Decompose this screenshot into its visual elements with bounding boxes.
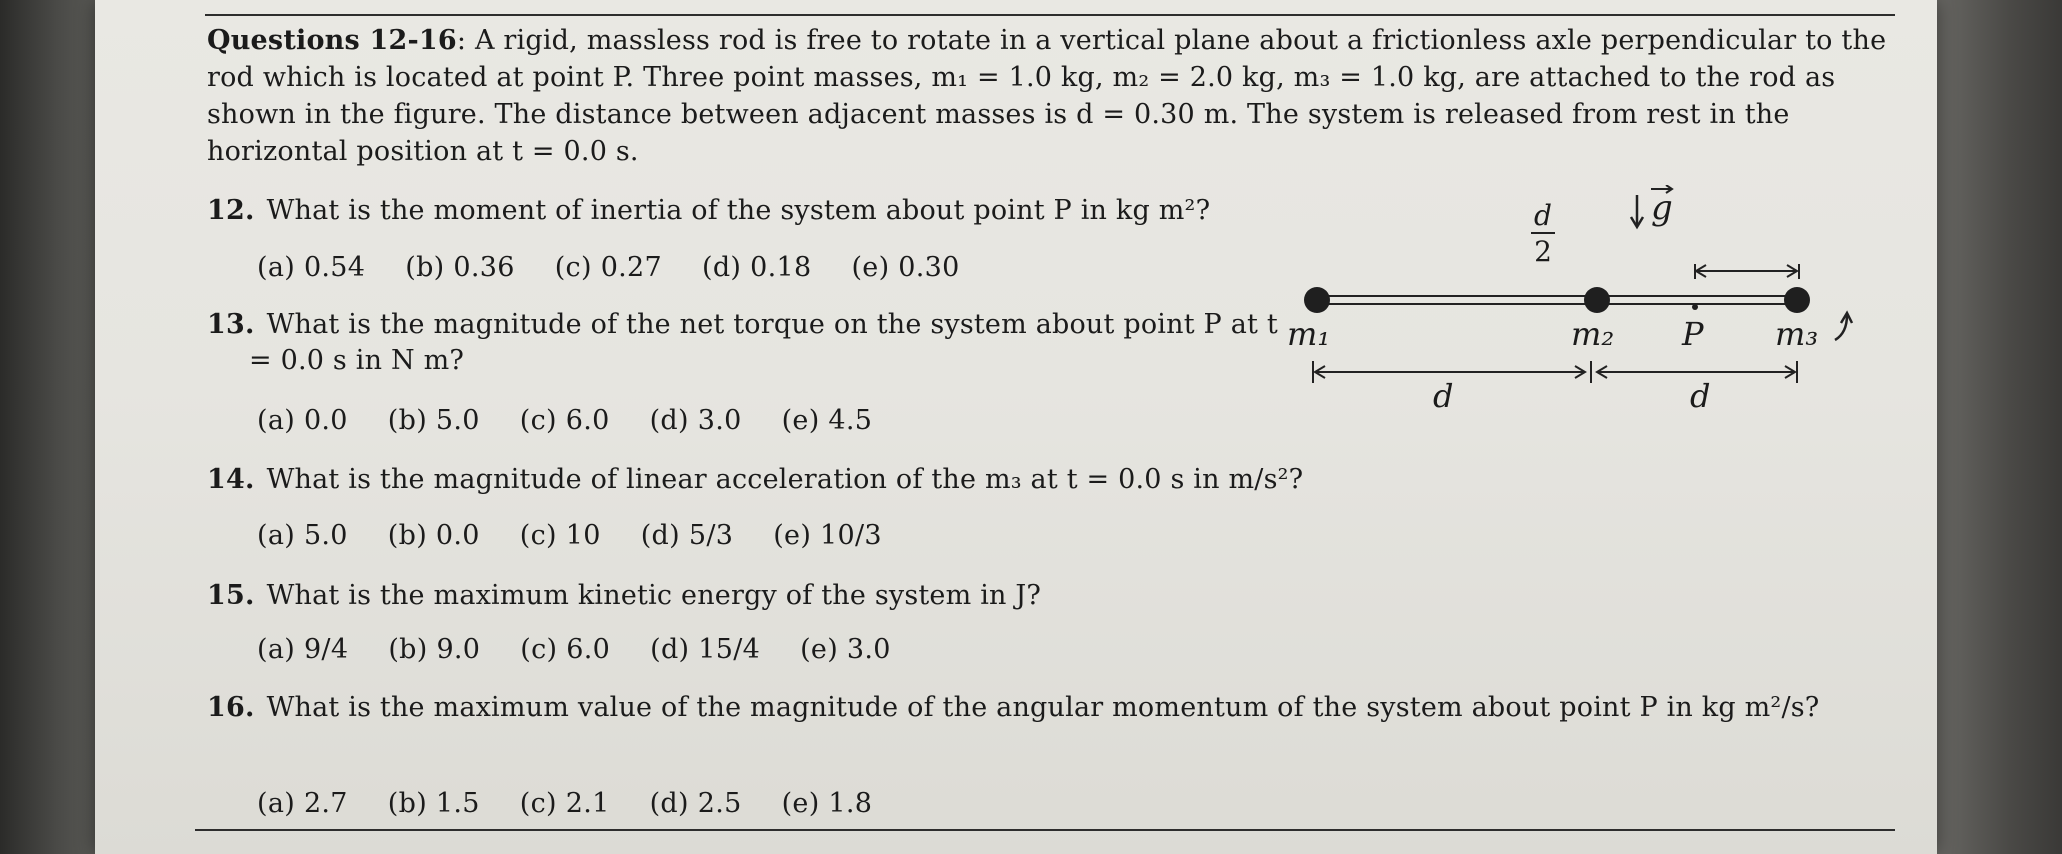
option-a[interactable]: (a) 0.54 — [257, 252, 366, 283]
option-e[interactable]: (e) 0.30 — [851, 252, 960, 283]
background-left — [0, 0, 95, 854]
rod — [1315, 296, 1793, 304]
option-c[interactable]: (c) 6.0 — [520, 634, 611, 665]
label-m2: m₂ — [1571, 315, 1615, 353]
gravity-label: g — [1651, 188, 1673, 228]
option-e[interactable]: (e) 10/3 — [773, 520, 882, 551]
question-12 — [207, 193, 1307, 229]
mass-m1 — [1304, 287, 1330, 313]
rotation-arrow — [1835, 315, 1847, 340]
intro-text: : A rigid, massless rod is free to rotate in a vertical plane about a frictionless axle perpendicular to the rod which is located at point P. Three point masses, m₁ = 1.0 kg, m₂ = 2.0 kg, m₃ = 1.0 kg, are attached to the rod as shown in the figure. The distance between adjacent masses is d = 0.30 m. The system is released from rest in the horizontal position at t = 0.0 s. — [207, 25, 1887, 167]
mass-m2 — [1584, 287, 1610, 313]
label-m1: m₁ — [1287, 315, 1331, 353]
question-number: 13. — [207, 309, 255, 340]
question-16 — [207, 690, 1907, 726]
gravity-indicator — [1631, 185, 1673, 228]
options-14 — [257, 518, 922, 554]
options-15 — [257, 632, 931, 668]
option-c[interactable]: (c) 10 — [519, 520, 601, 551]
option-e[interactable]: (e) 1.8 — [781, 788, 873, 819]
top-rule — [205, 14, 1895, 16]
option-d[interactable]: (d) 3.0 — [649, 405, 742, 436]
question-13 — [207, 307, 1307, 379]
option-e[interactable]: (e) 3.0 — [800, 634, 891, 665]
half-distance-label — [1531, 199, 1555, 268]
bottom-rule — [195, 829, 1895, 831]
option-d[interactable]: (d) 5/3 — [640, 520, 734, 551]
option-d[interactable]: (d) 15/4 — [650, 634, 761, 665]
option-b[interactable]: (b) 0.36 — [405, 252, 515, 283]
option-a[interactable]: (a) 2.7 — [257, 788, 348, 819]
question-text: What is the maximum kinetic energy of the system in J? — [266, 580, 1042, 611]
question-text: What is the moment of inertia of the system about point P in kg m²? — [266, 195, 1211, 226]
pivot-point — [1692, 304, 1698, 310]
option-c[interactable]: (c) 2.1 — [519, 788, 610, 819]
option-a[interactable]: (a) 0.0 — [257, 405, 348, 436]
option-e[interactable]: (e) 4.5 — [781, 405, 873, 436]
question-number: 12. — [207, 195, 255, 226]
mass-m3 — [1784, 287, 1810, 313]
question-number: 15. — [207, 580, 255, 611]
label-d-left: d — [1433, 377, 1454, 415]
options-12 — [257, 250, 1000, 286]
question-text: What is the magnitude of linear acceleration of the m₃ at t = 0.0 s in m/s²? — [266, 464, 1304, 495]
question-number: 14. — [207, 464, 255, 495]
exam-page — [95, 0, 1937, 854]
option-b[interactable]: (b) 9.0 — [388, 634, 481, 665]
option-b[interactable]: (b) 1.5 — [387, 788, 480, 819]
fraction-numerator: d — [1534, 199, 1552, 232]
question-14 — [207, 462, 1907, 498]
label-p: P — [1682, 315, 1704, 353]
option-d[interactable]: (d) 2.5 — [649, 788, 742, 819]
option-b[interactable]: (b) 5.0 — [387, 405, 480, 436]
question-number: 16. — [207, 692, 255, 723]
question-15 — [207, 578, 1907, 614]
option-c[interactable]: (c) 0.27 — [554, 252, 663, 283]
option-a[interactable]: (a) 9/4 — [257, 634, 349, 665]
option-b[interactable]: (b) 0.0 — [387, 520, 480, 551]
intro-paragraph — [207, 22, 1907, 170]
question-text: What is the maximum value of the magnitude of the angular momentum of the system about point P in kg m²/s? — [266, 692, 1820, 723]
rod-figure — [1285, 185, 1875, 425]
label-d-right: d — [1690, 377, 1711, 415]
option-d[interactable]: (d) 0.18 — [702, 252, 812, 283]
option-a[interactable]: (a) 5.0 — [257, 520, 348, 551]
options-13 — [257, 403, 912, 439]
background-right — [1932, 0, 2062, 854]
distance-dimension — [1313, 361, 1797, 383]
fraction-denominator: 2 — [1534, 235, 1552, 268]
label-m3: m₃ — [1775, 315, 1819, 353]
options-16 — [257, 786, 912, 822]
option-c[interactable]: (c) 6.0 — [519, 405, 610, 436]
question-text: What is the magnitude of the net torque on the system about point P at t = 0.0 s in N m? — [249, 309, 1278, 376]
intro-heading: Questions 12-16 — [207, 25, 457, 56]
half-distance-dimension — [1695, 264, 1799, 279]
